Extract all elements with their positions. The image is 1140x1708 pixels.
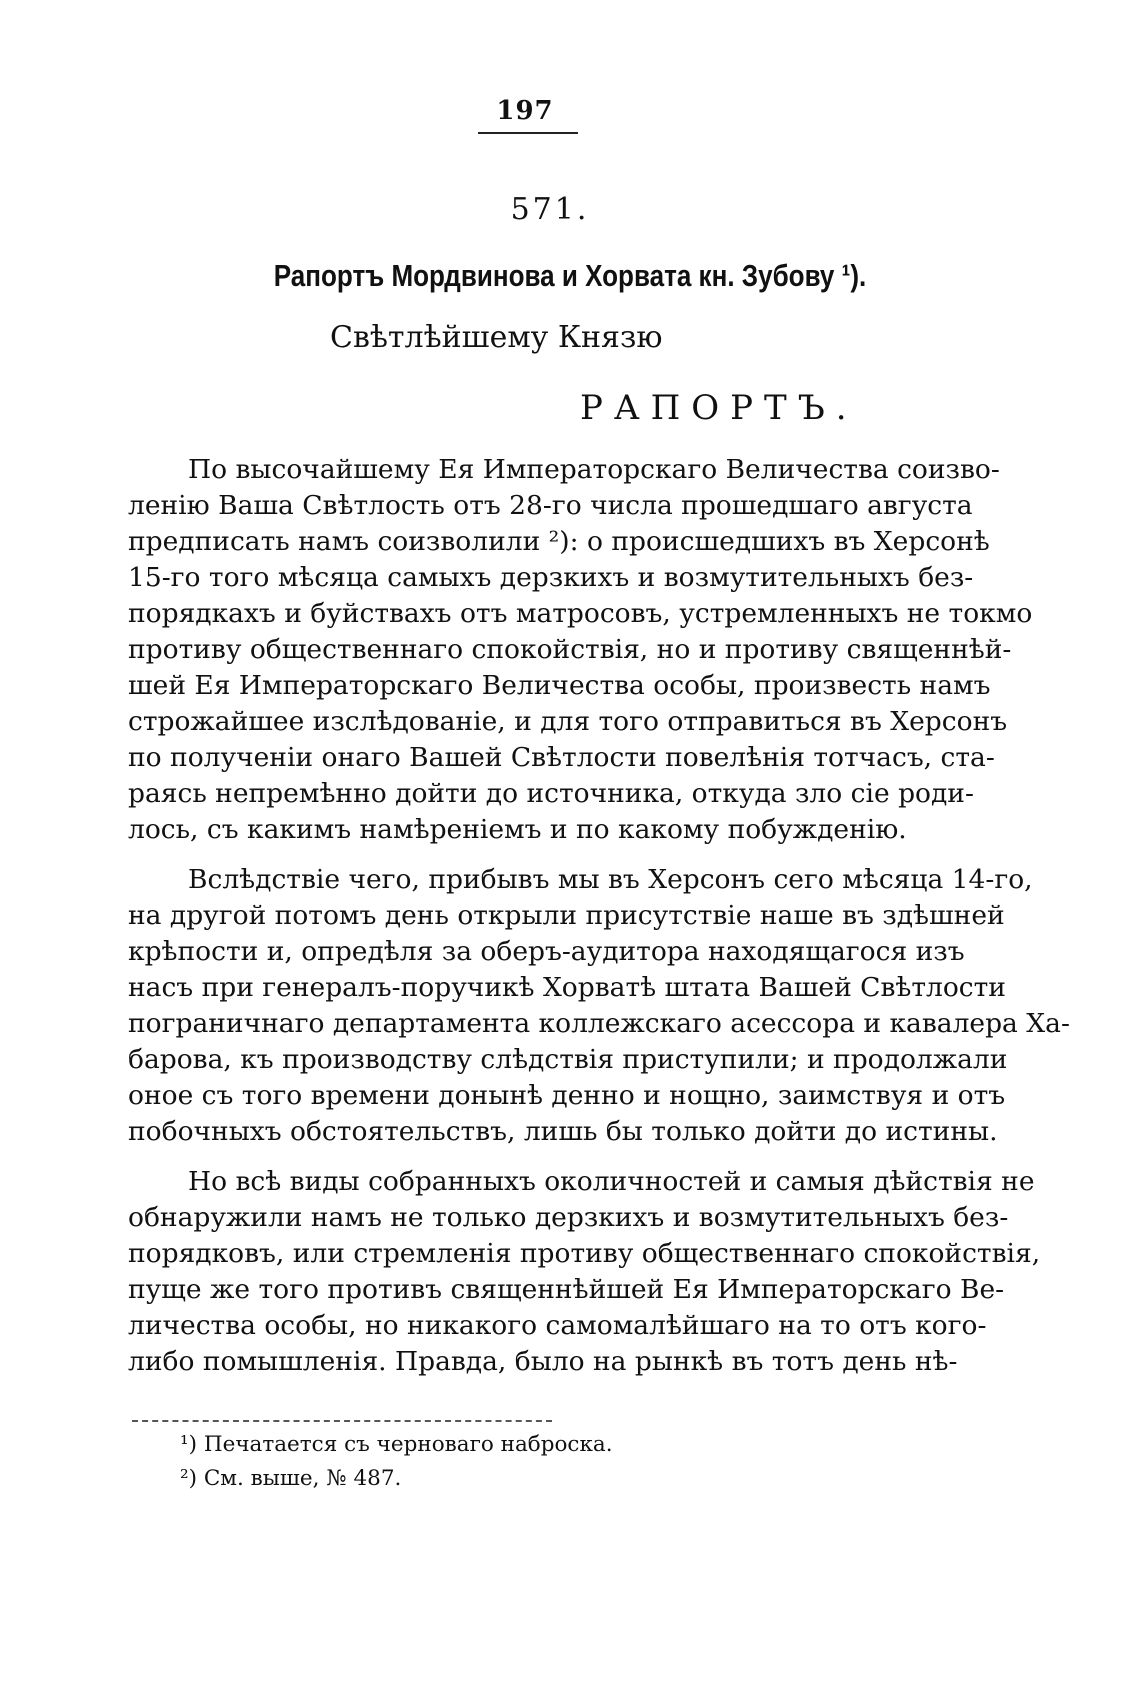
paragraph — [128, 1164, 1041, 1380]
text-line: оное съ того времени донынѣ денно и нощно, заимствуя и отъ — [128, 1080, 1006, 1111]
paragraph — [128, 862, 1070, 1150]
document-title: Рапортъ Мордвинова и Хорвата кн. Зубову ¹). — [273, 258, 867, 293]
text-line: предписать намъ соизволили ²): о происшедшихъ въ Херсонѣ — [128, 526, 990, 557]
text-line: пограничнаго департамента коллежскаго асессора и кавалера Ха- — [128, 1008, 1070, 1039]
text-line: противу общественнаго спокойствія, но и противу священнѣй- — [128, 634, 1012, 665]
footnotes — [180, 1428, 613, 1496]
text-line: порядкахъ и буйствахъ отъ матросовъ, устремленныхъ не токмо — [128, 598, 1033, 629]
text-line: по полученіи онаго Вашей Свѣтлости повелѣнія тотчасъ, ста- — [128, 742, 995, 773]
text-line: По высочайшему Ея Императорскаго Величества соизво- — [188, 454, 1000, 485]
document-heading: РАПОРТЪ. — [580, 388, 858, 428]
text-line: раясь непремѣнно дойти до источника, откуда зло сіе роди- — [128, 778, 974, 809]
text-line: побочныхъ обстоятельствъ, лишь бы только дойти до истины. — [128, 1116, 998, 1147]
body-text — [128, 452, 1070, 1394]
text-line: насъ при генералъ-поручикѣ Хорватѣ штата Вашей Свѣтлости — [128, 972, 1006, 1003]
footnote-divider — [132, 1420, 552, 1422]
text-line: 15-го того мѣсяца самыхъ дерзкихъ и возмутительныхъ без- — [128, 562, 974, 593]
page-number-rule — [478, 132, 578, 134]
text-line: Вслѣдствіе чего, прибывъ мы въ Херсонъ сего мѣсяца 14-го, — [188, 864, 1033, 895]
text-line: шей Ея Императорскаго Величества особы, произвесть намъ — [128, 670, 991, 701]
footnote: ²) См. выше, № 487. — [180, 1466, 402, 1491]
text-line: либо помышленія. Правда, было на рынкѣ въ тотъ день нѣ- — [128, 1346, 958, 1377]
text-line: порядковъ, или стремленія противу общественнаго спокойствія, — [128, 1238, 1041, 1269]
text-line: лось, съ какимъ намѣреніемъ и по какому побужденію. — [128, 814, 907, 845]
text-line: обнаружили намъ не только дерзкихъ и возмутительныхъ без- — [128, 1202, 1009, 1233]
footnote: ¹) Печатается съ черноваго наброска. — [180, 1432, 613, 1457]
text-line: ленію Ваша Свѣтлость отъ 28-го числа прошедшаго августа — [128, 490, 973, 521]
paragraph — [128, 452, 1033, 848]
text-line: барова, къ производству слѣдствія приступили; и продолжали — [128, 1044, 1008, 1075]
text-line: строжайшее изслѣдованіе, и для того отправиться въ Херсонъ — [128, 706, 1008, 737]
page-number: 197 — [496, 96, 554, 126]
text-line: Но всѣ виды собранныхъ околичностей и самыя дѣйствія не — [188, 1166, 1035, 1197]
text-line: крѣпости и, опредѣля за оберъ-аудитора находящагося изъ — [128, 936, 965, 967]
text-line: пуще же того противъ священнѣйшей Ея Императорскаго Ве- — [128, 1274, 1005, 1305]
text-line: на другой потомъ день открыли присутствіе наше въ здѣшней — [128, 900, 1005, 931]
text-line: личества особы, но никакого самомалѣйшаго на то отъ кого- — [128, 1310, 987, 1341]
document-number: 571. — [510, 192, 590, 227]
salutation: Свѣтлѣйшему Князю — [330, 320, 663, 355]
